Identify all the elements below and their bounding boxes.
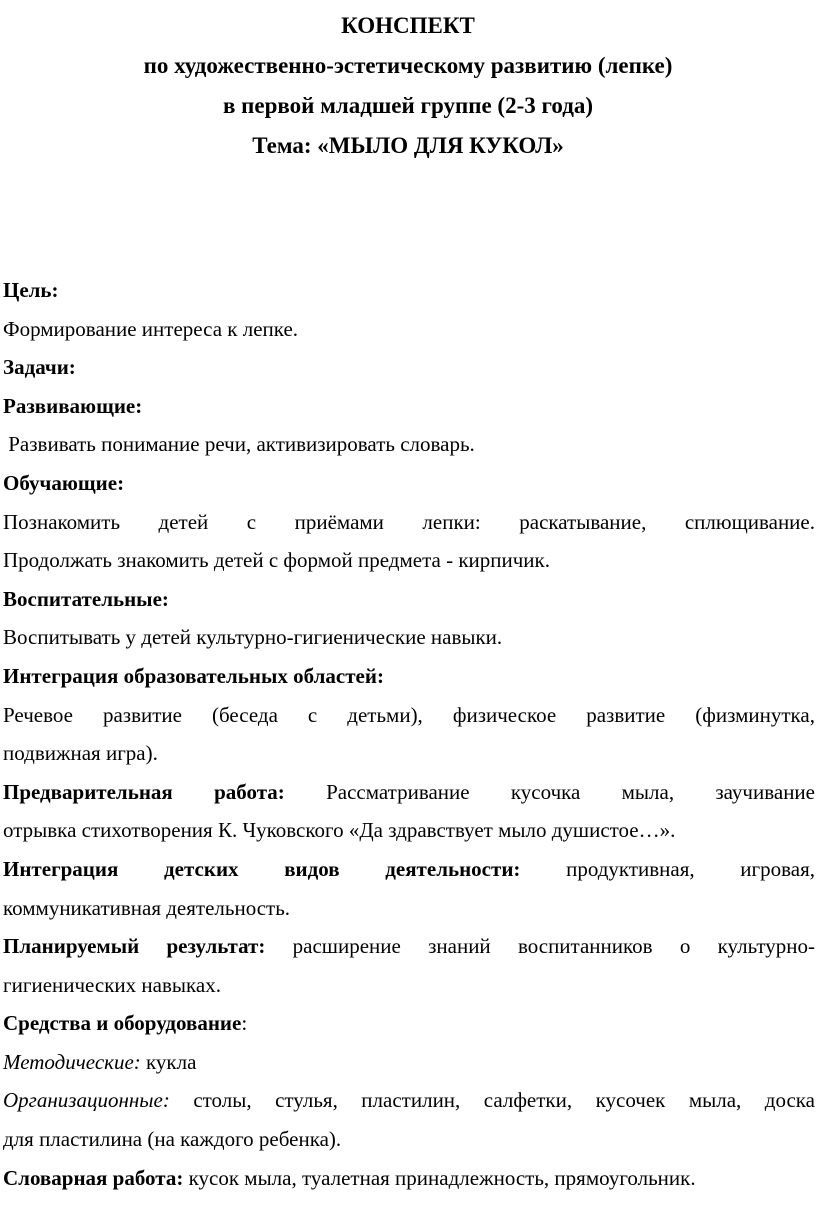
preliminary-label: Предварительная работа: bbox=[3, 779, 285, 804]
equipment-colon: : bbox=[241, 1011, 248, 1036]
goal-text: Формирование интереса к лепке. bbox=[3, 316, 299, 341]
educational-text: Воспитывать у детей культурно-гигиенические навыки. bbox=[3, 625, 503, 650]
equipment-heading: Средства и оборудование bbox=[3, 1011, 242, 1036]
organizational-label: Организационные: bbox=[3, 1088, 170, 1113]
tasks-heading: Задачи: bbox=[3, 355, 76, 380]
integration-text-line1: Речевое развитие (беседа с детьми), физическое развитие (физминутка, bbox=[3, 702, 815, 727]
organizational-text-line1: столы, стулья, пластилин, салфетки, кусочек мыла, доска bbox=[169, 1088, 815, 1113]
goal-heading: Цель: bbox=[3, 278, 59, 302]
educational-heading: Воспитательные: bbox=[3, 586, 169, 611]
integration-text-line2: подвижная игра). bbox=[3, 741, 158, 766]
header-subject: по художественно-эстетическому развитию (лепке) bbox=[143, 53, 673, 78]
result-line1 bbox=[3, 927, 815, 966]
activities-line1 bbox=[3, 850, 815, 889]
result-label: Планируемый результат: bbox=[3, 934, 266, 959]
header-topic: Тема: «МЫЛО ДЛЯ КУКОЛ» bbox=[252, 133, 564, 158]
vocabulary-line bbox=[3, 1159, 815, 1198]
methodical-label: Методические: bbox=[3, 1049, 141, 1074]
developing-text: Развивать понимание речи, активизировать словарь. bbox=[3, 432, 475, 457]
teaching-heading: Обучающие: bbox=[3, 470, 125, 495]
preliminary-line1 bbox=[3, 773, 815, 812]
activities-label: Интеграция детских видов деятельности: bbox=[3, 856, 521, 881]
activities-text-line1: продуктивная, игровая, bbox=[520, 856, 816, 881]
vocabulary-text: кусок мыла, туалетная принадлежность, прямоугольник. bbox=[183, 1165, 696, 1190]
methodical-line bbox=[3, 1043, 815, 1082]
document-body bbox=[3, 271, 815, 1197]
result-text-line2: гигиенических навыках. bbox=[3, 972, 221, 997]
organizational-text-line2: для пластилина (на каждого ребенка). bbox=[3, 1127, 342, 1152]
header-group: в первой младшей группе (2-3 года) bbox=[223, 93, 593, 118]
result-text-line1: расширение знаний воспитанников о культурно- bbox=[265, 934, 815, 959]
teaching-text-line2: Продолжать знакомить детей с формой предмета - кирпичик. bbox=[3, 548, 550, 573]
activities-text-line2: коммуникативная деятельность. bbox=[3, 895, 291, 920]
document-header bbox=[0, 6, 816, 166]
preliminary-text-line2: отрывка стихотворения К. Чуковского «Да здравствует мыло душистое…». bbox=[3, 818, 676, 843]
teaching-text-line1: Познакомить детей с приёмами лепки: раскатывание, сплющивание. bbox=[3, 509, 815, 534]
developing-heading: Развивающие: bbox=[3, 393, 143, 418]
methodical-text: кукла bbox=[140, 1049, 197, 1074]
header-title: КОНСПЕКТ bbox=[341, 13, 475, 38]
integration-heading: Интеграция образовательных областей: bbox=[3, 663, 384, 688]
equipment-heading-line bbox=[3, 1004, 815, 1043]
vocabulary-label: Словарная работа: bbox=[3, 1165, 184, 1190]
organizational-line1 bbox=[3, 1081, 815, 1120]
preliminary-text-line1: Рассматривание кусочка мыла, заучивание bbox=[284, 779, 815, 804]
